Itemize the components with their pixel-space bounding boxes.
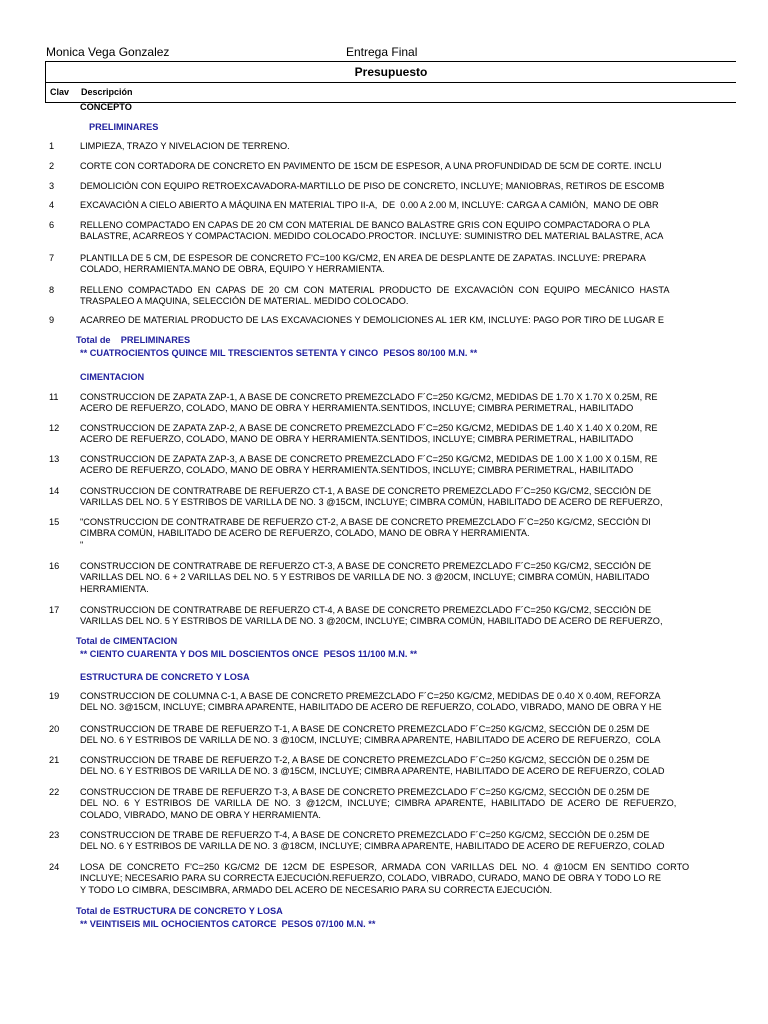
- item-description-line: ACERO DE REFUERZO, COLADO, MANO DE OBRA Y HERRAMIENTA.SENTIDOS, INCLUYE; CIMBRA PERIMETRAL, HABILITADO: [80, 434, 634, 445]
- item-description-line: RELLENO COMPACTADO EN CAPAS DE 20 CM CON MATERIAL DE BANCO BALASTRE GRIS CON EQUIPO COMPACTADORA O PLA: [80, 220, 650, 230]
- item-clav: 22: [49, 787, 60, 797]
- item-description-line: RELLENO COMPACTADO EN CAPAS DE 20 CM CON MATERIAL PRODUCTO DE EXCAVACIÓN CON EQUIPO MECÁNICO HASTA: [80, 285, 670, 295]
- item-description-line: CONSTRUCCION DE ZAPATA ZAP-2, A BASE DE CONCRETO PREMEZCLADO F´C=250 KG/CM2, MEDIDAS DE 1.40 X 1.40 X 0.20M, RE: [80, 423, 658, 433]
- item-description-line: ACERO DE REFUERZO, COLADO, MANO DE OBRA Y HERRAMIENTA.SENTIDOS, INCLUYE; CIMBRA PERIMETRAL, HABILITADO: [80, 403, 634, 414]
- item-description-line: DEL NO. 6 Y ESTRIBOS DE VARILLA DE NO. 3 @15CM, INCLUYE; CIMBRA APARENTE, HABILITADO DE ACERO DE REFUERZO, COLAD: [80, 766, 665, 777]
- item-clav: 15: [49, 517, 60, 527]
- item-description-line: BALASTRE, ACARREOS Y COMPACTACION. MEDIDO COLOCADO.PROCTOR. INCLUYE: SUMINISTRO DEL MATERIAL BALASTRE, ACA: [80, 231, 664, 242]
- item-description-line: VARILLAS DEL NO. 5 Y ESTRIBOS DE VARILLA DE NO. 3 @20CM, INCLUYE; CIMBRA COMÚN, HABILITADO DE ACERO DE REFUERZO,: [80, 616, 663, 627]
- item-description-line: LOSA DE CONCRETO F'C=250 KG/CM2 DE 12CM DE ESPESOR, ARMADA CON VARILLAS DEL NO. 4 @10CM EN SENTIDO CORTO: [80, 862, 690, 872]
- item-description-line: CONSTRUCCION DE TRABE DE REFUERZO T-3, A BASE DE CONCRETO PREMEZCLADO F´C=250 KG/CM2, SECCIÓN DE 0.25M DE: [80, 787, 650, 797]
- item-description-line: DEL NO. 6 Y ESTRIBOS DE VARILLA DE NO. 3 @18CM, INCLUYE; CIMBRA APARENTE, HABILITADO DE ACERO DE REFUERZO, COLAD: [80, 841, 665, 852]
- item-description-line: COLADO, VIBRADO, MANO DE OBRA Y HERRAMIENTA.: [80, 809, 321, 820]
- section-total-label: Total de PRELIMINARES: [76, 335, 191, 345]
- item-description-line: CORTE CON CORTADORA DE CONCRETO EN PAVIMENTO DE 15CM DE ESPESOR, A UNA PROFUNDIDAD DE 5CM DE CORTE. INCLU: [80, 161, 662, 171]
- document-title: Entrega Final: [346, 45, 418, 59]
- item-description-line: LIMPIEZA, TRAZO Y NIVELACION DE TERRENO.: [80, 141, 290, 151]
- item-description-line: Y TODO LO CIMBRA, DESCIMBRA, ARMADO DEL ACERO DE NECESARIO PARA SU CORRECTA EJECUCIÓN.: [80, 884, 553, 895]
- item-description-line: INCLUYE; NECESARIO PARA SU CORRECTA EJECUCIÓN.REFUERZO, COLADO, VIBRADO, CURADO, MANO DE OBRA Y TODO LO RE: [80, 873, 661, 884]
- item-description-line: DEL NO. 3@15CM, INCLUYE; CIMBRA APARENTE, HABILITADO DE ACERO DE REFUERZO, COLADO, VIBRADO, MANO DE OBRA Y HE: [80, 702, 662, 713]
- item-description-line: COLADO, HERRAMIENTA.MANO DE OBRA, EQUIPO Y HERRAMIENTA.: [80, 264, 385, 275]
- table-title: Presupuesto: [46, 62, 736, 83]
- item-description-line: DEL NO. 6 Y ESTRIBOS DE VARILLA DE NO. 3 @12CM, INCLUYE; CIMBRA APARENTE, HABILITADO DE ACERO DE REFUERZO,: [80, 798, 677, 809]
- item-clav: 9: [49, 315, 55, 325]
- item-clav: 23: [49, 830, 60, 840]
- item-clav: 13: [49, 454, 60, 464]
- section-total-amount: ** CIENTO CUARENTA Y DOS MIL DOSCIENTOS ONCE PESOS 11/100 M.N. **: [80, 649, 418, 659]
- section-total-amount: ** VEINTISEIS MIL OCHOCIENTOS CATORCE PESOS 07/100 M.N. **: [80, 919, 376, 929]
- item-description-line: PLANTILLA DE 5 CM, DE ESPESOR DE CONCRETO F'C=100 KG/CM2, EN AREA DE DESPLANTE DE ZAPATAS. INCLUYE: PREPARA: [80, 253, 646, 263]
- item-description-line: CONSTRUCCION DE TRABE DE REFUERZO T-2, A BASE DE CONCRETO PREMEZCLADO F´C=250 KG/CM2, SECCIÓN DE 0.25M DE: [80, 755, 650, 765]
- item-clav: 11: [49, 392, 59, 402]
- item-clav: 8: [49, 285, 55, 295]
- section-total-label: Total de ESTRUCTURA DE CONCRETO Y LOSA: [76, 906, 283, 916]
- item-description-line: CONSTRUCCION DE COLUMNA C-1, A BASE DE CONCRETO PREMEZCLADO F´C=250 KG/CM2, MEDIDAS DE 0.40 X 0.40M, REFORZA: [80, 691, 661, 701]
- column-header-clav: Clav: [50, 87, 70, 97]
- author-name: Monica Vega Gonzalez: [46, 45, 170, 59]
- item-description-line: "CONSTRUCCION DE CONTRATRABE DE REFUERZO CT-2, A BASE DE CONCRETO PREMEZCLADO F´C=250 KG/CM2, SECCIÓN DI: [80, 517, 651, 527]
- item-description-line: ACERO DE REFUERZO, COLADO, MANO DE OBRA Y HERRAMIENTA.SENTIDOS, INCLUYE; CIMBRA PERIMETRAL, HABILITADO: [80, 465, 634, 476]
- item-description-line: DEL NO. 6 Y ESTRIBOS DE VARILLA DE NO. 3 @10CM, INCLUYE; CIMBRA APARENTE, HABILITADO DE ACERO DE REFUERZO, COLA: [80, 735, 661, 746]
- item-clav: 19: [49, 691, 60, 701]
- item-clav: 16: [49, 561, 60, 571]
- section-heading: PRELIMINARES: [89, 122, 159, 132]
- item-clav: 14: [49, 486, 60, 496]
- item-clav: 6: [49, 220, 55, 230]
- item-clav: 2: [49, 161, 55, 171]
- item-description-line: CIMBRA COMÚN, HABILITADO DE ACERO DE REFUERZO, COLADO, MANO DE OBRA Y HERRAMIENTA.: [80, 528, 530, 539]
- item-description-line: TRASPALEO A MAQUINA, SELECCIÓN DE MATERIAL. MEDIDO COLOCADO.: [80, 296, 409, 307]
- item-description-line: CONSTRUCCION DE ZAPATA ZAP-1, A BASE DE CONCRETO PREMEZCLADO F´C=250 KG/CM2, MEDIDAS DE 1.70 X 1.70 X 0.25M, RE: [80, 392, 658, 402]
- section-total-label: Total de CIMENTACION: [76, 636, 178, 646]
- item-description-line: CONSTRUCCION DE CONTRATRABE DE REFUERZO CT-4, A BASE DE CONCRETO PREMEZCLADO F´C=250 KG/CM2, SECCIÓN DE: [80, 605, 652, 615]
- item-clav: 20: [49, 724, 60, 734]
- section-total-amount: ** CUATROCIENTOS QUINCE MIL TRESCIENTOS SETENTA Y CINCO PESOS 80/100 M.N. **: [80, 348, 478, 358]
- item-clav: 1: [49, 141, 55, 151]
- item-clav: 4: [49, 200, 55, 210]
- concept-label: CONCEPTO: [80, 102, 132, 112]
- item-description-line: CONSTRUCCION DE ZAPATA ZAP-3, A BASE DE CONCRETO PREMEZCLADO F´C=250 KG/CM2, MEDIDAS DE 1.00 X 1.00 X 0.15M, RE: [80, 454, 658, 464]
- item-description-line: ACARREO DE MATERIAL PRODUCTO DE LAS EXCAVACIONES Y DEMOLICIONES AL 1ER KM, INCLUYE: PAGO POR TIRO DE LUGAR E: [80, 315, 665, 325]
- item-clav: 12: [49, 423, 60, 433]
- item-description-line: CONSTRUCCION DE TRABE DE REFUERZO T-4, A BASE DE CONCRETO PREMEZCLADO F´C=250 KG/CM2, SECCIÓN DE 0.25M DE: [80, 830, 650, 840]
- item-description-line: CONSTRUCCION DE CONTRATRABE DE REFUERZO CT-1, A BASE DE CONCRETO PREMEZCLADO F´C=250 KG/CM2, SECCIÓN DE: [80, 486, 652, 496]
- item-clav: 7: [49, 253, 55, 263]
- item-description-line: VARILLAS DEL NO. 6 + 2 VARILLAS DEL NO. 5 Y ESTRIBOS DE VARILLA DE NO. 3 @20CM, INCLUYE; CIMBRA COMÚN, HABILITADO: [80, 572, 650, 583]
- item-clav: 17: [49, 605, 60, 615]
- item-description-line: HERRAMIENTA.: [80, 583, 149, 594]
- item-description-line: EXCAVACIÓN A CIELO ABIERTO A MÁQUINA EN MATERIAL TIPO II-A, DE 0.00 A 2.00 M, INCLUYE: CARGA A CAMIÓN, MANO DE OBR: [80, 200, 659, 210]
- item-description-line: ": [80, 539, 84, 550]
- item-description-line: DEMOLICIÓN CON EQUIPO RETROEXCAVADORA-MARTILLO DE PISO DE CONCRETO, INCLUYE; MANIOBRAS, RETIROS DE ESCOMB: [80, 181, 665, 191]
- item-clav: 24: [49, 862, 60, 872]
- section-heading: ESTRUCTURA DE CONCRETO Y LOSA: [80, 672, 250, 682]
- item-description-line: CONSTRUCCION DE TRABE DE REFUERZO T-1, A BASE DE CONCRETO PREMEZCLADO F´C=250 KG/CM2, SECCIÓN DE 0.25M DE: [80, 724, 650, 734]
- section-heading: CIMENTACION: [80, 372, 145, 382]
- column-header-descripcion: Descripción: [81, 87, 133, 97]
- item-description-line: CONSTRUCCION DE CONTRATRABE DE REFUERZO CT-3, A BASE DE CONCRETO PREMEZCLADO F´C=250 KG/CM2, SECCIÓN DE: [80, 561, 652, 571]
- item-clav: 21: [49, 755, 60, 765]
- item-description-line: VARILLAS DEL NO. 5 Y ESTRIBOS DE VARILLA DE NO. 3 @15CM, INCLUYE; CIMBRA COMÚN, HABILITADO DE ACERO DE REFUERZO,: [80, 497, 663, 508]
- item-clav: 3: [49, 181, 55, 191]
